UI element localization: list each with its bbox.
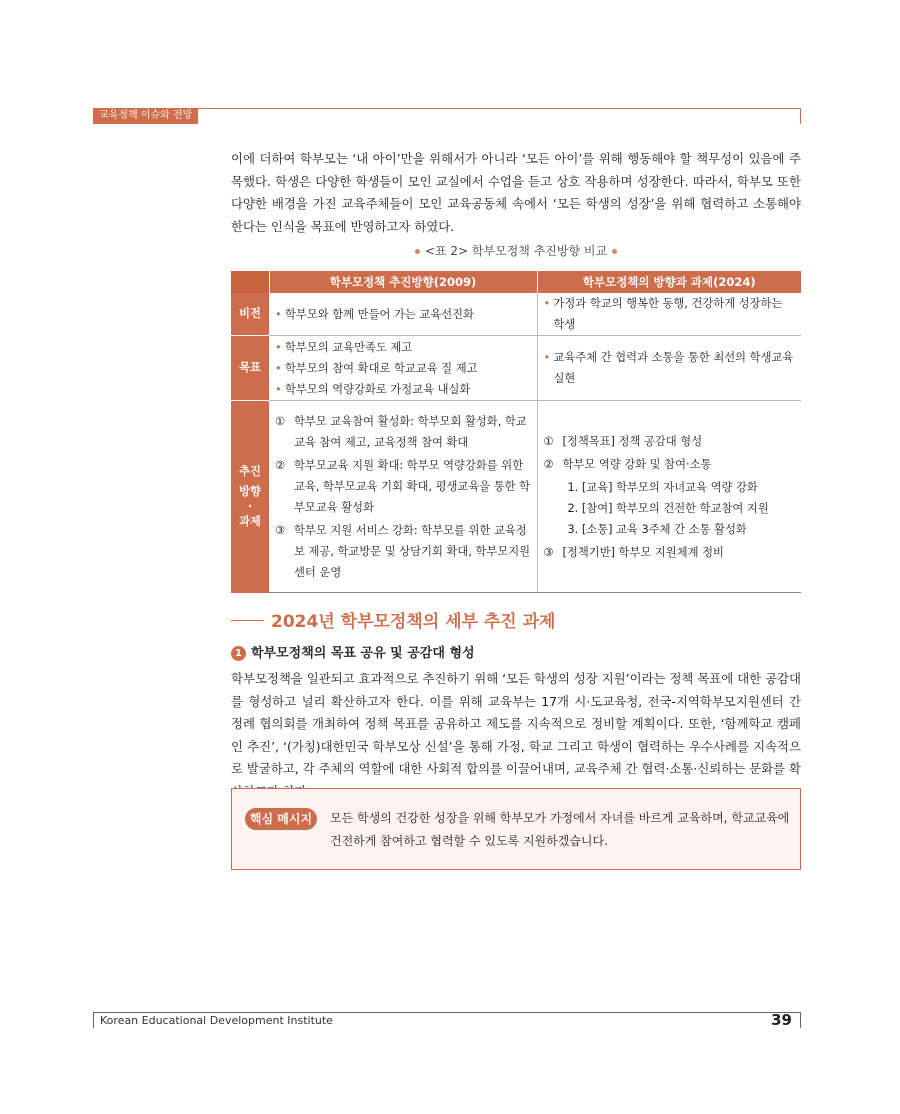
footer-rule [93,1012,801,1013]
intro-paragraph: 이에 더하여 학부모는 ‘내 아이’만을 위해서가 아니라 ‘모든 아이’를 위해 행동해야 할 책무성이 있음에 주목했다. 학생은 다양한 학생들이 모인 교실에서 수업을 듣고 상호 작용하며 성장한다. 따라서, 학부모 또한 다양한 배경을 가진 교육주체들이 모인 교육공동체 속에서 ‘모든 학생의 성장’을 위해 협력하고 소통해야 한다는 인식을 목표에 반영하고자 하였다. [231,151,801,234]
comparison-table [231,271,801,593]
list-item: ① 학부모 교육참여 활성화: 학부모회 활성화, 학교교육 참여 제고, 교육정책 참여 확대 [275,414,527,449]
table-header-row [231,271,801,293]
table-row-vision [231,293,801,336]
row-label-tasks: 추진 방향 · 과제 [231,401,269,593]
sub-list-item: 2. [참여] 학부모의 건전한 학교참여 지원 [567,501,769,515]
table-row-tasks [231,401,801,593]
tasks-2024 [537,401,801,593]
subsection-title-text: 학부모정책의 목표 공유 및 공감대 형성 [251,646,475,661]
tasks-2009 [269,401,537,593]
list-item: • 학부모의 참여 확대로 학교교육 질 제고 [275,358,531,379]
table-caption-text: <표 2> 학부모정책 추진방향 비교 [424,244,608,258]
table-row-goal [231,336,801,401]
key-message-text: 모든 학생의 건강한 성장을 위해 학부모가 가정에서 자녀를 바르게 교육하며, 학교교육에 건전하게 참여하고 협력할 수 있도록 지원하겠습니다. [330,811,790,848]
list-item: ② 학부모 역량 강화 및 참여·소통 [543,457,712,471]
caption-dot-icon [415,249,420,254]
list-item: ② 학부모교육 지원 확대: 학부모 역량강화를 위한 교육, 학부모교육 기회 확대, 평생교육을 통한 학부모교육 활성화 [275,458,531,514]
list-item: ③ [정책기반] 학부모 지원체계 정비 [543,545,724,559]
vision-2024: • 가정과 학교의 행복한 동행, 건강하게 성장하는 학생 [537,293,801,336]
footer-publisher: Korean Educational Development Institute [100,1014,333,1027]
list-item: • 학부모의 역량강화로 가정교육 내실화 [275,379,531,400]
table-caption [231,242,801,259]
subsection-title [231,642,475,661]
header-corner [231,271,269,293]
header-rule [93,108,801,109]
sub-list-item: 3. [소통] 교육 3주체 간 소통 활성화 [567,522,747,536]
subsection-number-badge: 1 [231,646,246,661]
header-2024: 학부모정책의 방향과 과제(2024) [537,271,801,293]
key-message-box [231,788,801,870]
page-number: 39 [771,1011,792,1029]
section-title-rule [231,620,264,621]
section-title: 2024년 학부모정책의 세부 추진 과제 [271,612,556,632]
subsection-paragraph: 학부모정책을 일관되고 효과적으로 추진하기 위해 ‘모든 학생의 성장 지원’이라는 정책 목표에 대한 공감대를 형성하고 널리 확산하고자 한다. 이를 위해 교육부는 17개 시·도교육청, 전국-지역학부모지원센터 간 정례 협의회를 개최하여 정책 목표를 공유하고 제도를 지속적으로 정비할 계획이다. 또한, ‘함께학교 캠페인 추진’, ‘(가칭)대한민국 학부모상 신설’을 통해 가정, 학교 그리고 학생이 협력하는 우수사례를 지속적으로 발굴하고, 각 주체의 역할에 대한 사회적 합의를 이끌어내며, 교육주체 간 협력·소통·신뢰하는 문화를 확 [231,671,801,776]
row-label-vision: 비전 [231,293,269,336]
list-item: ① [정책목표] 정책 공감대 형성 [543,434,703,448]
footer-rule-tick-left [93,1012,94,1028]
list-item: ③ 학부모 지원 서비스 강화: 학부모를 위한 교육정보 제공, 학교방문 및 상담기회 확대, 학부모지원센터 운영 [275,523,531,579]
list-item: • 학부모의 교육만족도 제고 [275,337,531,358]
caption-dot-icon [612,249,617,254]
goal-2024: • 교육주체 간 협력과 소통을 통한 최선의 학생교육 실현 [537,336,801,401]
goal-2009 [269,336,537,401]
section-label: 교육정책 이슈와 전망 [93,108,198,124]
footer-rule-tick-right [800,1012,801,1028]
sub-list-item: 1. [교육] 학부모의 자녀교육 역량 강화 [567,480,758,494]
vision-2009: • 학부모와 함께 만들어 가는 교육선진화 [269,293,537,336]
header-rule-tick [800,108,801,124]
key-message-badge: 핵심 메시지 [245,808,317,830]
header-2009: 학부모정책 추진방향(2009) [269,271,537,293]
row-label-goal: 목표 [231,336,269,401]
